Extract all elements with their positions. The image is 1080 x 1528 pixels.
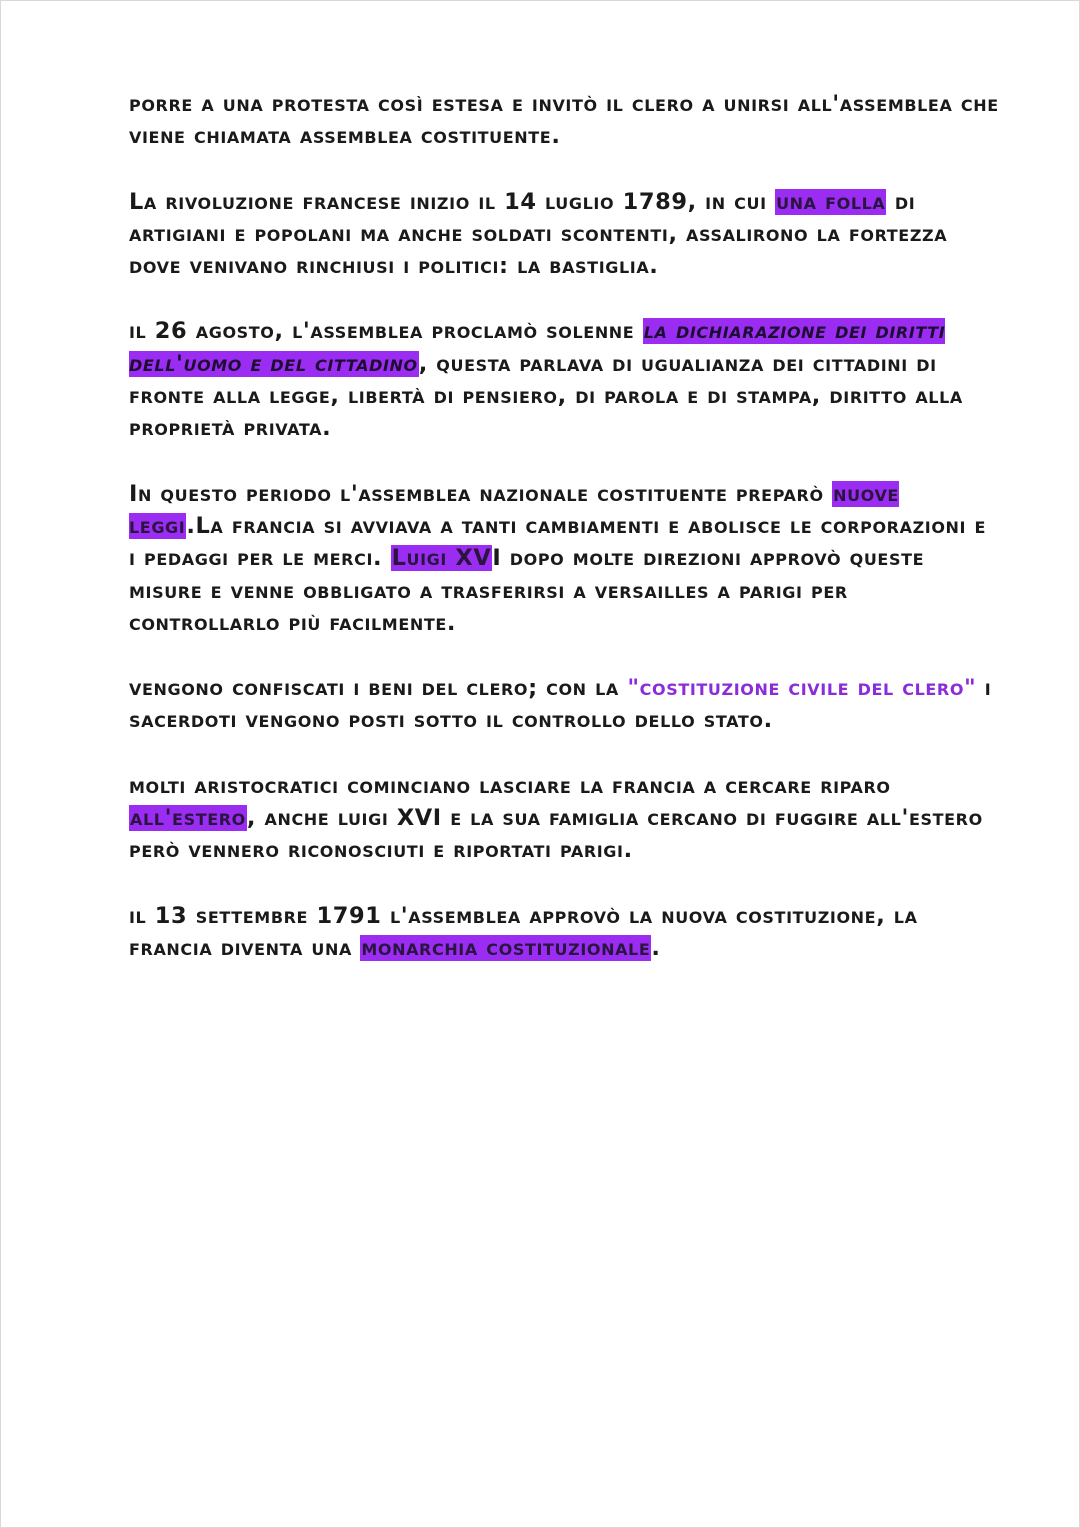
paragraph-dichiarazione [129, 315, 999, 444]
text-segment: di artigiani e popolani ma anche soldati scontenti, assalirono la fortezza dove venivano rinchiusi i politici: la bastiglia. [129, 188, 948, 280]
text-segment: vengono confiscati i beni del clero; con la [129, 675, 628, 702]
paragraph-aristocratici [129, 770, 999, 867]
text-segment: porre a una protesta così estesa e invitò il clero a unirsi all'assemblea che viene chiamata assemblea costituente. [129, 91, 999, 150]
highlight-luigi: Luigi XV [391, 545, 492, 572]
paragraph-assemblea [129, 88, 999, 153]
highlight-dichiarazione: la dichiarazione dei diritti dell'uomo e del cittadino [129, 318, 946, 377]
paragraph-nuove-leggi [129, 478, 999, 639]
document-body [129, 88, 999, 997]
paragraph-costituzione [129, 900, 999, 965]
highlight-monarchia: monarchia costituzionale [361, 934, 651, 961]
text-segment: il 26 agosto, l'assemblea proclamò solenne [129, 318, 643, 345]
text-segment: molti aristocratici cominciano lasciare la francia a cercare riparo [129, 772, 891, 799]
text-segment: .La francia si avviava a tanti cambiamenti e abolisce le corporazioni e i pedaggi per le merci. [129, 512, 987, 572]
purple-costituzione-civile: "costituzione civile del clero" [627, 675, 977, 702]
text-segment: In questo periodo l'assemblea nazionale costituente preparò [129, 480, 833, 507]
paragraph-clero [129, 672, 999, 737]
text-segment: I dopo molte direzioni approvò queste misure e venne obbligato a trasferirsi a versailles a parigi per controllarlo più facilmente. [129, 545, 925, 636]
highlight-una-folla: una folla [776, 188, 886, 215]
text-segment: , anche luigi XVI e la sua famiglia cercano di fuggire all'estero però vennero riconosciuti e riportati parigi. [129, 805, 983, 864]
highlight-estero: all'estero [130, 805, 246, 832]
text-segment: . [651, 934, 661, 961]
text-segment: , questa parlava di ugualianza dei cittadini di fronte alla legge, libertà di pensiero, di parola e di stampa, diritto alla proprietà privata. [129, 350, 963, 442]
highlight-nuove-leggi: nuove leggi [129, 480, 899, 539]
text-segment: i sacerdoti vengono posti sotto il controllo dello stato. [129, 675, 992, 734]
paragraph-rivoluzione [129, 186, 999, 283]
text-segment: il 13 settembre 1791 l'assemblea approvò la nuova costituzione, la francia diventa una [129, 902, 918, 961]
text-segment: La rivoluzione francese inizio il 14 luglio 1789, in cui [129, 188, 776, 215]
